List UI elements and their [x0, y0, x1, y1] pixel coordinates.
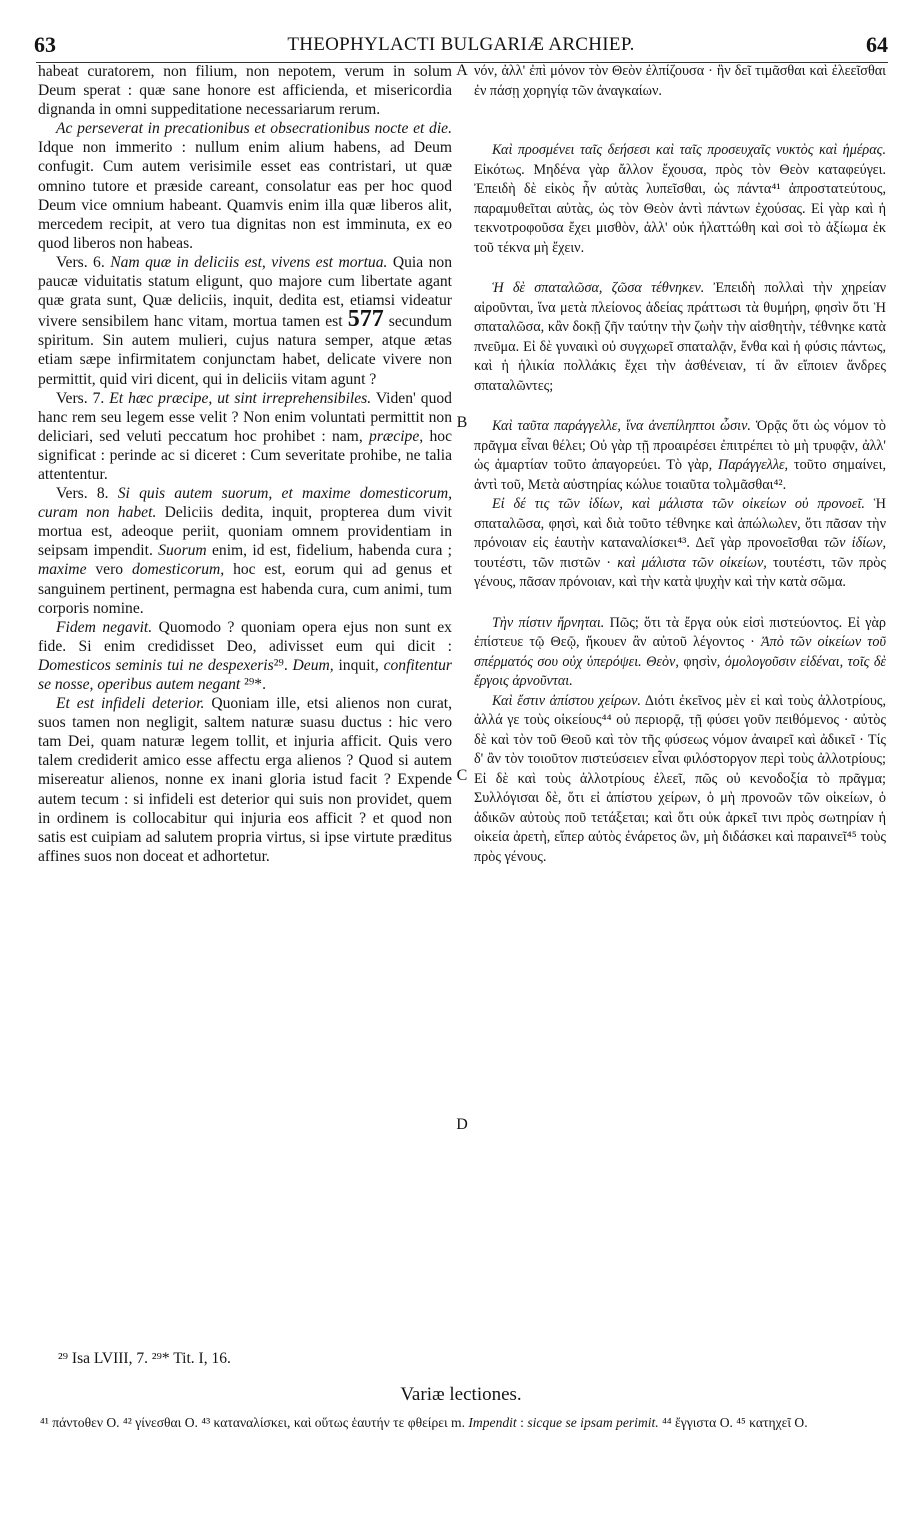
running-title: THEOPHYLACTI BULGARIÆ ARCHIEP.	[287, 34, 635, 55]
greek-text: τουτέστι, τῶν πιστῶν ·	[474, 554, 612, 571]
column-marker-c: C	[456, 767, 468, 784]
latin-italic: domesticorum,	[131, 561, 225, 579]
page-number-right: 64	[866, 32, 888, 57]
greek-text: Ὁρᾷς ὅτι ὡς νόμον τὸ πρᾶγμα εἶναι θέλει; Οὐ γὰρ τῇ προαιρέσει ἐπιτρέπει τὸ μὴ τρυφᾷν, ἀλλ' ὡς ἁμαρτίαν τοῦτο ἀπαγορεύει. Τὸ γὰρ,	[474, 418, 886, 473]
greek-italic: Παράγγελλε,	[717, 457, 789, 473]
greek-italic: ὁμολογοῦσιν εἰδέναι, τοῖς δὲ ἔργοις ἀρνοῦνται.	[474, 653, 887, 689]
footnotes: ²⁹ Isa LVIII, 7. ²⁹* Tit. I, 16.	[58, 1350, 231, 1367]
variant-line	[40, 1414, 886, 1432]
variant-italic: sicque se ipsam perimit.	[527, 1415, 659, 1430]
greek-paragraph	[474, 614, 886, 692]
verse-lemma: Καὶ ἔστιν ἀπίστου χείρων.	[492, 692, 641, 709]
variant-text: :	[520, 1415, 524, 1430]
latin-text: Viden' quod hanc rem seu legem esse velit ? Non enim voluntati permittit non deliciari, sed veluti peccatum hoc prohibet : nam,	[38, 389, 452, 445]
running-header	[30, 32, 892, 58]
greek-text: Διότι ἐκεῖνος μὲν εἰ καὶ τοὺς ἀλλοτρίους, ἀλλά γε τοὺς οἰκείους⁴⁴ οὐ περιορᾷ, τῇ φύσει γοῦν πειθόμενος · αὐτὸς δὲ καὶ τὸν τοῦ Θεοῦ καὶ τὸν τῆς φύσεως νόμον ἀναιρεῖ καὶ ἀδικεῖ · Τίς δ' ἂν τὸν τοιοῦτον πιστεύσειεν εἶναι φιλόστοργον περὶ τοὺς ἀλλοτρίους; Εἰ δὲ καὶ τοὺς ἀλλοτρίους ἐλεεῖ, πῶς οὐ κενοδοξία τὸ πρᾶγμα; Συλλόγισαι δὲ, ὅτι εἰ ἀπίστου χείρων, ὁ μὴ προνοῶν τῶν οἰκείων, ὁ ἀδικῶν αὐτοὺς ποῦ τετάξεται; καὶ ὅτι οὐκ ἀρκεῖ τινι πρὸς σωτηρίαν ἡ οἰκεία ἀρετὴ, εἴπερ αὐτὸς ἐνάρετος ὢν, μὴ διδάσκει καὶ παραινεῖ⁴⁵ τοὺς πρὸς γένους.	[474, 692, 887, 865]
latin-text: hoc est, eorum qui ad genus et sanguinem pertinent, permagna est habenda cura, cum animi, tum corporis nomine.	[38, 561, 453, 617]
latin-italic: Domesticos seminis tui ne despexeris	[38, 656, 274, 674]
latin-italic: confitentur se nosse, operibus autem negant	[38, 656, 452, 693]
column-marker-d: D	[456, 1116, 468, 1133]
greek-column	[474, 62, 886, 867]
latin-text: secundum spiritum. Sin autem mulieri, cujus natura semper, atque ætas etiam sæpe infirmitatem conjunctam habet, delicate vivere non permittit, quid viri dicent, qui in deliciis vitam agunt ?	[38, 313, 453, 388]
column-marker-b: B	[456, 414, 468, 431]
latin-paragraph	[38, 119, 452, 253]
latin-paragraph	[38, 62, 452, 119]
spacer	[474, 396, 886, 417]
variae-lectiones	[40, 1414, 886, 1432]
verse-lemma: Τὴν πίστιν ἤρνηται.	[492, 614, 605, 631]
variae-lectiones-title: Variæ lectiones.	[400, 1384, 522, 1405]
latin-paragraph	[38, 253, 452, 389]
verse-lemma: Καὶ προσμένει ταῖς δεήσεσι καὶ ταῖς προσευχαῖς νυκτὸς καὶ ἡμέρας.	[492, 142, 886, 158]
greek-paragraph	[474, 279, 886, 396]
verse-label: Vers. 7.	[56, 389, 105, 407]
variant-italic: Impendit	[468, 1415, 517, 1430]
latin-text: Quia non paucæ viduitatis statum eligunt, quo majore cum libertate agant quæ grata sunt, Quæ deliciis, inquit, dedita est, etiamsi videatur vivere sensibilem hanc vitam, mortua tamen est	[38, 253, 453, 331]
latin-italic: præcipe,	[369, 427, 424, 445]
greek-text: νόν, ἀλλ' ἐπὶ μόνον τὸν Θεὸν ἐλπίζουσα · ἣν δεῖ τιμᾶσθαι καὶ ἐλεεῖσθαι ἐν πάσῃ χορηγίᾳ τῶν ἀναγκαίων.	[474, 63, 886, 99]
latin-italic: Deum,	[292, 656, 334, 674]
greek-italic: καὶ μάλιστα τῶν οἰκείων,	[617, 554, 767, 571]
verse-lemma: Si quis autem suorum, et maxime domesticorum, curam non habet.	[38, 485, 452, 522]
greek-text: Πῶς; ὅτι τὰ ἔργα οὐκ εἰσὶ πιστεύοντος. Εἰ γὰρ ἐπίστευε τῷ Θεῷ, ἤκουεν ἂν αὐτοῦ λέγοντος ·	[474, 614, 887, 650]
verse-lemma: Ac perseverat in precationibus et obsecrationibus nocte et die.	[56, 120, 452, 138]
verse-label: Vers. 6.	[56, 253, 105, 271]
latin-paragraph	[38, 618, 452, 694]
greek-text: Εἰκότως. Μηδένα γὰρ ἄλλον ἔχουσα, πρὸς τὸν Θεὸν καταφεύγει. Ἐπειδὴ δὲ εἰκὸς ἦν αὐτὰς λυπεῖσθαι, ὡς πάντα⁴¹ ἀπροστατεύτους, παραμυθεῖται αὐτὰς, ὡς τὸν Θεὸν ἀντὶ πάντων ἐχούσας. Εἰ γὰρ καὶ ἡ τεκνοτροφοῦσα ἔχει μισθὸν, ἀλλ' οὐκ ἠλαττώθη καὶ σοὶ τὸ ἀξίωμα ἐκ τοῦ τέκνα μὴ ἔχειν.	[474, 161, 886, 256]
spacer	[474, 593, 886, 614]
verse-lemma: Et hæc præcipe, ut sint irreprehensibiles.	[109, 389, 372, 407]
greek-paragraph	[474, 495, 886, 593]
variant-text: ⁴⁴ ἔγγιστα O. ⁴⁵ κατηχεῖ O.	[662, 1415, 808, 1430]
verse-lemma: Fidem negavit.	[56, 618, 153, 636]
latin-text: Deliciis dedita, inquit, propterea dum vivit mortua est, adeoque periit, quoniam omnem providentiam in seipsam impendit.	[38, 504, 452, 560]
spacer	[474, 101, 886, 141]
latin-text: habeat curatorem, non filium, non nepotem, verum in solum Deum sperat : quæ sane honore est afficienda, et misericordia dignanda in omni suppeditatione necessariarum rerum.	[38, 63, 452, 119]
latin-text: enim, id est, fidelium, habenda cura ;	[212, 542, 453, 560]
latin-text: Quomodo ? quoniam opera ejus non sunt ex fide. Si enim credidisset Deo, adivisset eum qui dicit :	[38, 618, 452, 655]
footnote-ref: ²⁹*.	[244, 676, 266, 693]
verse-lemma: Εἰ δέ τις τῶν ἰδίων, καὶ μάλιστα τῶν οἰκείων οὐ προνοεῖ.	[492, 496, 865, 512]
latin-text: vero	[95, 561, 124, 579]
page-number-left: 63	[34, 32, 56, 57]
greek-italic: Ἀπὸ τῶν οἰκείων τοῦ σπέρματός σου οὐχ ὑπερόψει. Θεὸν,	[474, 634, 886, 670]
latin-paragraph	[38, 389, 452, 484]
greek-paragraph	[474, 141, 886, 258]
verse-lemma: Καὶ ταῦτα παράγγελλε, ἵνα ἀνεπίληπτοι ὦσιν.	[492, 418, 751, 434]
greek-italic: τῶν ἰδίων,	[824, 535, 886, 551]
latin-paragraph	[38, 694, 452, 866]
latin-italic: maxime	[38, 561, 87, 579]
latin-text: Quoniam ille, etsi alienos non curat, suos tamen non negligit, saltem naturæ suasu ductus : hic vero tam Dei, quam naturæ legem tollit, et injuria afficit. Quis vero talem crediderit amico esse affectu erga alienos ? Quod si autem misereatur alienos, nonne ex inani gloria istud facit ? Expende autem tecum : si infideli est deterior qui suis non providet, quem in ordinem is collocabitur qui injuria eos afficit ? et quod non satis est cuipiam ad salutem propria virtus, si ipse virtute præditus affines suos non doceat et adhortetur.	[38, 695, 452, 865]
footnote-ref: ²⁹.	[273, 656, 288, 674]
verse-lemma: Nam quæ in deliciis est, vivens est mortua.	[110, 253, 388, 271]
latin-paragraph	[38, 484, 452, 618]
verse-label: Vers. 8.	[56, 485, 109, 503]
greek-text: φησὶν,	[683, 653, 721, 670]
column-marker-a: A	[456, 62, 468, 79]
greek-text: Ἡ σπαταλῶσα, φησὶ, καὶ διὰ τοῦτο τέθνηκε καὶ ἀπώλωλεν, ὅτι πᾶσαν τὴν πρόνοιαν εἰς ἑαυτὴν καταναλίσκει⁴³. Δεῖ γὰρ προνοεῖσθαι	[474, 496, 886, 551]
verse-lemma: Et est infideli deterior.	[56, 695, 205, 713]
greek-paragraph	[474, 692, 886, 868]
latin-text: inquit,	[338, 656, 379, 674]
greek-text: τουτέστι, τῶν πρὸς γένους, πᾶσαν πρόνοιαν, καὶ τὴν κατὰ ψυχὴν καὶ τὴν κατὰ σῶμα.	[474, 554, 886, 590]
latin-text: hoc significat : perinde ac si diceret : Cum severitate prohibe, ne talia attententur.	[38, 427, 452, 483]
greek-text: τοῦτο σημαίνει, ἀντὶ τοῦ, Μετὰ αὐστηρίας κώλυε τοιαῦτα τολμᾶσθαι⁴².	[474, 457, 887, 493]
variant-text: ⁴¹ πάντοθεν O. ⁴² γίνεσθαι O. ⁴³ καταναλίσκει, καὶ οὕτως ἑαυτήν τε φθείρει m.	[40, 1415, 465, 1430]
greek-paragraph	[474, 62, 886, 101]
verse-lemma: Ἡ δὲ σπαταλῶσα, ζῶσα τέθνηκεν.	[492, 280, 705, 296]
spacer	[474, 258, 886, 279]
latin-text: Idque non immerito : nullum enim alium habens, ad Deum confugit. Cum autem verisimile esset eas contristari, ut quæ omnino tutore et præside careant, consolatur eas per hoc quod Deum vice omnium habeant. Quamvis enim illa quæ liberos alit, mercedem recipit, at vero tua dignitas non est imminuta, ex eo quod liberos non habeas.	[38, 139, 452, 252]
greek-paragraph	[474, 417, 886, 495]
migne-column-number: 577	[347, 306, 384, 333]
latin-column	[38, 62, 452, 866]
latin-italic: Suorum	[158, 542, 207, 560]
greek-text: Ἐπειδὴ πολλαὶ τὴν χηρείαν αἱροῦνται, ἵνα μετὰ πλείονος ἀδείας πράττωσι τὰ θυμήρη, φησὶν ὅτι Ἡ σπαταλῶσα, κἂν δοκῇ ζῆν ταύτην τὴν ζωὴν τὴν αἰσθητὴν, τέθνηκε κατὰ πνεῦμα. Εἰ δὲ γυναικὶ οὐ συγχωρεῖ σπαταλᾷν, ἔνθα καὶ ἡ φύσις πάντως, καὶ ἡ ἡλικία πολλάκις ἔχει τὴν ἀσθένειαν, τί ἂν εἴποιεν ἄνδρες σπαταλῶντες;	[474, 280, 887, 394]
